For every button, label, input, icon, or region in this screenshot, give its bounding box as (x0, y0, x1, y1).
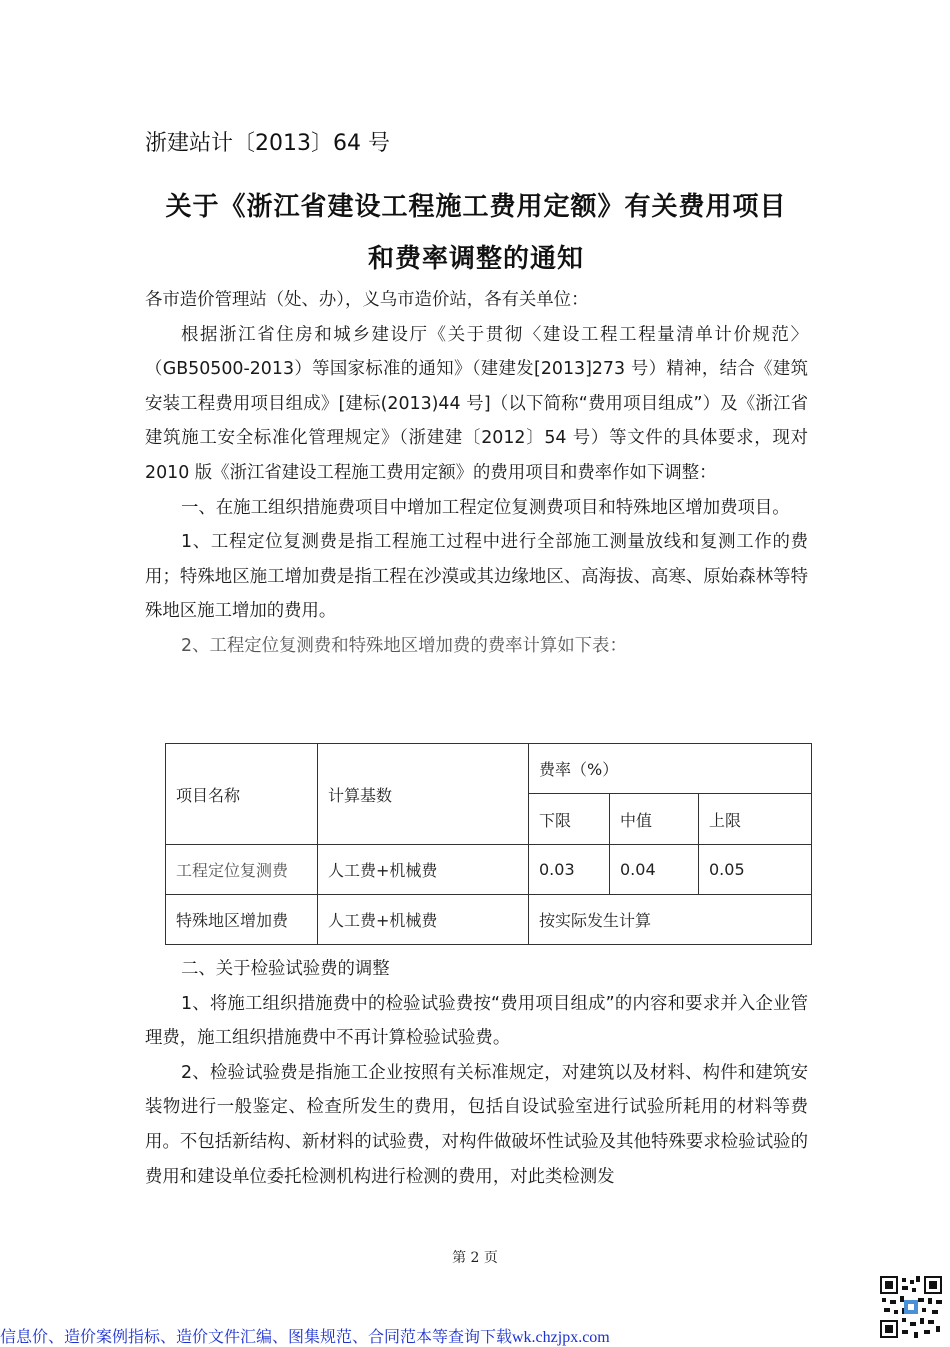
header-lower: 下限 (529, 794, 610, 845)
item-2-1: 1、将施工组织措施费中的检验试验费按“费用项目组成”的内容和要求并入企业管理费，施工组织措施费中不再计算检验试验费。 (145, 993, 808, 1049)
row-2-base: 人工费+机械费 (318, 895, 529, 945)
qr-code-icon (878, 1274, 944, 1340)
row-1-mid: 0.04 (610, 845, 699, 895)
header-name: 项目名称 (166, 744, 318, 845)
item-2-2: 2、检验试验费是指施工企业按照有关标准规定，对建筑以及材料、构件和建筑安装物进行一般鉴定、检查所发生的费用，包括自设试验室进行试验所耗用的材料等费用。不包括新结构、新材料的试验费，对构件做破坏性试验及其他特殊要求检验试验的费用和建设单位委托检测机构进行检测的费用，对此类检测发 (145, 1062, 808, 1187)
doc-number: 浙建站计〔2013〕64 号 (145, 131, 390, 156)
body-part-2 (145, 952, 808, 1194)
row-1-name: 工程定位复测费 (166, 845, 318, 895)
header-base: 计算基数 (318, 744, 529, 845)
header-upper: 上限 (699, 794, 812, 845)
intro-paragraph: 根据浙江省住房和城乡建设厅《关于贯彻〈建设工程工程量清单计价规范〉（GB50500-2013）等国家标准的通知》（建建发[2013]273 号）精神，结合《建筑安装工程费用项目组成》[建标(2013)44 号]（以下简称“费用项目组成”）及《浙江省建筑施工安全标准化管理规定》（浙建建〔2012〕54 号）等文件的具体要求，现对 2010 版《浙江省建设工程施工费用定额》的费用项目和费率作如下调整： (145, 324, 808, 483)
row-1-lower: 0.03 (529, 845, 610, 895)
section-2-heading: 二、关于检验试验费的调整 (181, 959, 390, 979)
item-1-2: 2、工程定位复测费和特殊地区增加费的费率计算如下表： (181, 635, 627, 656)
row-2-note: 按实际发生计算 (529, 895, 812, 945)
table-row (166, 895, 812, 945)
title-line-2: 和费率调整的通知 (367, 244, 584, 274)
item-1-1: 1、工程定位复测费是指工程施工过程中进行全部施工测量放线和复测工作的费用；特殊地区施工增加费是指工程在沙漠或其边缘地区、高海拔、高寒、原始森林等特殊地区施工增加的费用。 (145, 532, 808, 622)
header-rate: 费率（%） (529, 744, 812, 794)
title-line-1: 关于《浙江省建设工程施工费用定额》有关费用项目 (165, 192, 787, 222)
row-1-upper: 0.05 (699, 845, 812, 895)
row-2-name: 特殊地区增加费 (166, 895, 318, 945)
header-mid: 中值 (610, 794, 699, 845)
section-1-heading: 一、在施工组织措施费项目中增加工程定位复测费项目和特殊地区增加费项目。 (181, 497, 790, 518)
rate-table (165, 743, 812, 945)
row-1-base: 人工费+机械费 (318, 845, 529, 895)
footer-banner-link[interactable]: 信息价、造价案例指标、造价文件汇编、图集规范、合同范本等查询下载wk.chzjpx.com (0, 1329, 610, 1346)
table-row (166, 845, 812, 895)
body-part-1 (145, 283, 808, 664)
salutation: 各市造价管理站（处、办），义乌市造价站，各有关单位： (145, 290, 589, 310)
page-number: 第 2 页 (452, 1250, 498, 1266)
